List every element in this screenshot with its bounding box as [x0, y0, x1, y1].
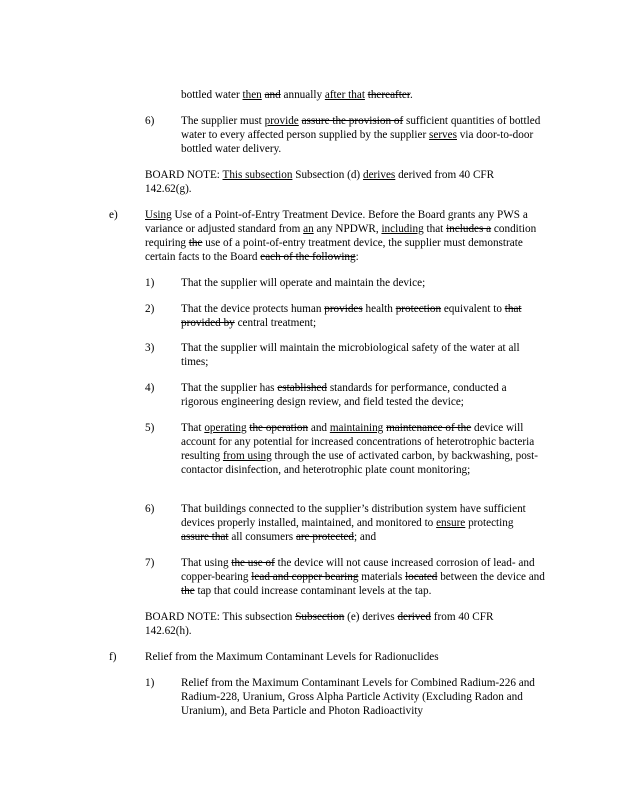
- item-label-e2: 2): [145, 303, 155, 315]
- item-e2: That the device protects human provides health protection equivalent to that provided by central treatment;: [181, 303, 522, 329]
- inserted-text: after that: [324, 89, 365, 101]
- deleted-text: the use of: [231, 557, 275, 569]
- item-e7: That using the use of the device will not cause increased corrosion of lead- and copper-bearing lead and copper bearing materials located between the device and the tap that could increase contaminant levels at the tap.: [181, 557, 545, 597]
- item-label-e6: 6): [145, 503, 155, 515]
- item-label-e1: 1): [145, 277, 155, 289]
- deleted-text: Subsection: [295, 611, 345, 623]
- deleted-text: assure the provision of: [301, 115, 404, 127]
- deleted-text: protection: [395, 303, 442, 315]
- deleted-text: the: [188, 237, 203, 249]
- item-label-e4: 4): [145, 382, 155, 394]
- item-f1: Relief from the Maximum Contaminant Levels for Combined Radium-226 and Radium-228, Uranium, Gross Alpha Particle Activity (Excluding Radon and Uranium), and Beta Particle and Photon Radioactivity: [181, 677, 535, 717]
- inserted-text: from using: [222, 450, 272, 462]
- section-label-f: f): [109, 651, 117, 663]
- deleted-text: the: [181, 585, 195, 597]
- inserted-text: then: [242, 89, 262, 101]
- inserted-text: serves: [429, 129, 457, 141]
- item-e5: That operating the operation and maintaining maintenance of the device will account for any potential for increased concentrations of heterotrophic bacteria resulting from using through the use of activated carbon, by backwashing, post-contactor disinfection, and heterotrophic plate count monitoring;: [181, 422, 538, 476]
- item-label-e7: 7): [145, 557, 155, 569]
- deleted-text: are protected: [295, 531, 355, 543]
- deleted-text: and: [264, 89, 281, 101]
- section-label-e: e): [109, 209, 118, 221]
- deleted-text: established: [277, 382, 328, 394]
- inserted-text: derives: [362, 169, 396, 181]
- item-label-f1: 1): [145, 677, 155, 689]
- section-e-intro: Using Use of a Point-of-Entry Treatment Device. Before the Board grants any PWS a variance or adjusted standard from an any NPDWR, including that includes a condition requiring the use of a point-of-entry treatment device, the supplier must demonstrate certain facts to the Board each of the following:: [145, 209, 537, 263]
- item-label-d6: 6): [145, 115, 155, 127]
- item-e3: That the supplier will maintain the microbiological safety of the water at all times;: [181, 342, 520, 368]
- deleted-text: lead and copper bearing: [251, 571, 359, 583]
- deleted-text: that provided by: [181, 303, 522, 329]
- item-e1: That the supplier will operate and maintain the device;: [181, 277, 426, 289]
- deleted-text: each of the following: [260, 251, 356, 263]
- item-d5-continuation: bottled water then and annually after that thereafter.: [181, 89, 413, 101]
- deleted-text: thereafter: [367, 89, 410, 101]
- deleted-text: assure that: [181, 531, 229, 543]
- item-e4: That the supplier has established standards for performance, conducted a rigorous engineering design review, and field tested the device;: [181, 382, 507, 408]
- inserted-text: maintaining: [329, 422, 384, 434]
- inserted-text: an: [303, 223, 314, 235]
- inserted-text: ensure: [436, 517, 466, 529]
- inserted-text: This subsection: [222, 169, 293, 181]
- deleted-text: includes a: [446, 223, 492, 235]
- item-label-e3: 3): [145, 342, 155, 354]
- item-d6: The supplier must provide assure the provision of sufficient quantities of bottled water to every affected person supplied by the supplier serves via door-to-door bottled water delivery.: [181, 115, 541, 155]
- inserted-text: provide: [264, 115, 299, 127]
- deleted-text: maintenance of the: [386, 422, 472, 434]
- section-f-heading: Relief from the Maximum Contaminant Levels for Radionuclides: [145, 651, 439, 663]
- item-e6: That buildings connected to the supplier’s distribution system have sufficient devices properly installed, maintained, and monitored to ensure protecting assure that all consumers are protected; and: [181, 503, 526, 543]
- item-label-e5: 5): [145, 422, 155, 434]
- inserted-text: including: [381, 223, 424, 235]
- board-note-d: BOARD NOTE: This subsection Subsection (d) derives derived from 40 CFR 142.62(g).: [145, 169, 495, 195]
- deleted-text: provides: [324, 303, 363, 315]
- inserted-text: operating: [204, 422, 247, 434]
- deleted-text: located: [405, 571, 438, 583]
- deleted-text: derived: [397, 611, 431, 623]
- deleted-text: the operation: [249, 422, 309, 434]
- board-note-e: BOARD NOTE: This subsection Subsection (e) derives derived from 40 CFR 142.62(h).: [145, 611, 494, 637]
- inserted-text: Using: [145, 209, 172, 221]
